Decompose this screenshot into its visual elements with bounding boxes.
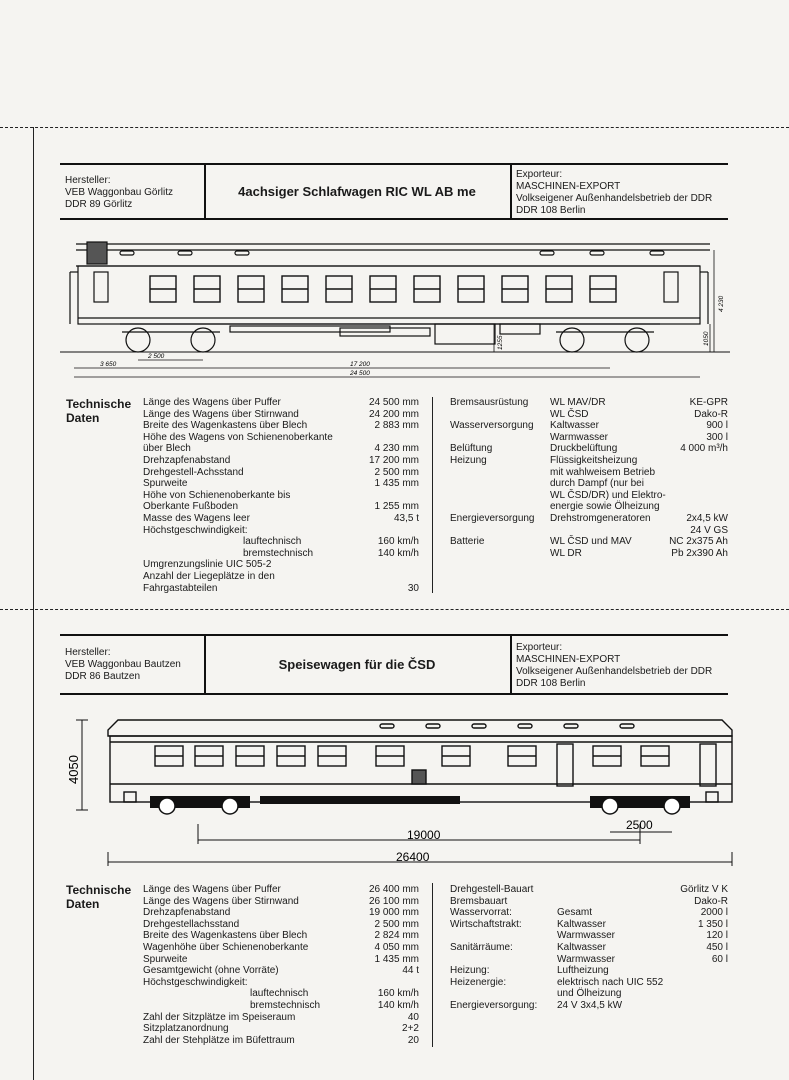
tech-row-category: Heizenergie: [450, 976, 507, 988]
dim-4230: 4 230 [718, 295, 725, 312]
tech-row-detail: Warmwasser [550, 431, 608, 443]
tech-row-category: Drehgestell-Bauart [450, 884, 534, 895]
tech-row-value: Dako-R [694, 895, 728, 907]
tech-row-value: 2 883 mm [374, 420, 419, 432]
tech-row-label: über Blech [143, 443, 191, 455]
tech-row-label: Drehzapfenabstand [143, 907, 231, 919]
exporter-description: Volkseigener Außenhandelsbetrieb der DDR [516, 193, 713, 204]
tech-row-value: 2000 l [700, 907, 728, 919]
dim-4050: 4050 [66, 755, 81, 784]
manufacturer-name: VEB Waggonbau Görlitz [65, 187, 174, 198]
tech-row-category: Energieversorgung [450, 513, 535, 524]
dim-2500-w2: 2500 [626, 818, 653, 832]
tech-heading-line: Daten [66, 411, 100, 425]
dim-19000: 19000 [407, 828, 441, 842]
tech-row-value: 4 050 mm [374, 942, 419, 953]
tech-row-detail: WL ČSD und MAV [550, 536, 632, 548]
wagon2-drawing [60, 712, 740, 874]
tech-row-category: Wasserversorgung [450, 420, 534, 432]
tech-row-value: 2 500 mm [374, 466, 419, 478]
column-divider [432, 397, 433, 593]
tech-row-value: 900 l [706, 420, 728, 432]
wagon2-tech-heading [66, 883, 131, 911]
tech-row-detail: Warmwasser [557, 953, 615, 965]
tech-row-label: Länge des Wagens über Stirnwand [143, 895, 299, 907]
tech-row-value: 2 824 mm [374, 930, 419, 942]
tech-row-label: lauftechnisch [250, 988, 309, 1000]
cut-line-middle [0, 609, 789, 610]
dim-26400: 26400 [396, 850, 430, 864]
exporter-name: MASCHINEN-EXPORT [516, 181, 621, 192]
tech-row-detail: WL ČSD [550, 408, 589, 420]
tech-row-detail: elektrisch nach UIC 552 [557, 976, 664, 988]
tech-row-value: 1 350 l [697, 918, 728, 930]
tech-row-category: Heizung [450, 455, 487, 466]
tech-row-value: NC 2x375 Ah [669, 536, 728, 548]
tech-row-value: 19 000 mm [368, 907, 419, 919]
tech-row-value: 26 100 mm [368, 895, 419, 907]
tech-row-category: Belüftung [450, 443, 493, 455]
tech-row-label: Gesamtgewicht (ohne Vorräte) [143, 965, 279, 977]
tech-row-detail: 24 V 3x4,5 kW [557, 1000, 623, 1011]
manufacturer-label: Hersteller: [65, 647, 111, 658]
tech-row-label: Oberkante Fußboden [143, 501, 239, 513]
tech-row-detail: Kaltwasser [557, 918, 606, 930]
tech-row-detail: WL MAV/DR [550, 397, 606, 408]
tech-row-value: 20 [407, 1034, 419, 1046]
dim-17200: 17 200 [350, 361, 370, 368]
tech-row-value: 450 l [706, 942, 728, 953]
exporter-name: MASCHINEN-EXPORT [516, 654, 621, 665]
tech-row-detail: durch Dampf (nur bei [550, 478, 644, 490]
tech-heading-line: Technische [66, 397, 132, 411]
tech-row-detail: Flüssigkeitsheizung [550, 455, 638, 466]
tech-row-value: 120 l [706, 930, 728, 942]
tech-row-label: Fahrgastabteilen [143, 582, 218, 594]
tech-row-value: 2 500 mm [374, 918, 419, 930]
tech-row-label: Höhe von Schienenoberkante bis [143, 489, 291, 501]
tech-row-value: 1 435 mm [374, 953, 419, 965]
wagon1-exporter [516, 169, 712, 217]
wagon1-tech-heading [66, 397, 131, 425]
tech-row-value: 17 200 mm [368, 455, 419, 466]
tech-row-label: Länge des Wagens über Stirnwand [143, 408, 299, 420]
tech-row-label: Drehgestell-Achsstand [143, 466, 244, 478]
tech-row-category: Bremsbauart [450, 895, 508, 907]
tech-row-category: Heizung: [450, 965, 490, 977]
tech-row-label: bremstechnisch [250, 1000, 321, 1011]
wagon1-manufacturer [65, 175, 173, 211]
exporter-description: Volkseigener Außenhandelsbetrieb der DDR [516, 666, 713, 677]
tech-row-detail: und Ölheizung [557, 988, 622, 1000]
tech-row-value: 24 V GS [690, 524, 728, 536]
cut-line-top [0, 127, 789, 128]
tech-row-value: 44 t [402, 965, 419, 977]
tech-row-value: 43,5 t [393, 513, 419, 524]
tech-row-detail: Luftheizung [557, 965, 609, 977]
tech-row-value: Dako-R [694, 408, 728, 420]
tech-row-value: 2x4,5 kW [686, 513, 728, 524]
tech-row-label: Wagenhöhe über Schienenoberkante [143, 942, 309, 953]
tech-row-category: Wirtschaftstrakt: [450, 918, 522, 930]
tech-row-detail: Drehstromgeneratoren [550, 513, 651, 524]
manufacturer-address: DDR 89 Görlitz [65, 199, 133, 210]
tech-row-detail: Kaltwasser [550, 420, 599, 432]
tech-row-value: 1 435 mm [374, 478, 419, 490]
tech-row-value: 30 [407, 582, 419, 594]
tech-row-value: 40 [407, 1011, 419, 1023]
tech-row-detail: Gesamt [557, 907, 593, 919]
tech-row-label: Breite des Wagenkastens über Blech [143, 420, 308, 432]
tech-row-detail: energie sowie Ölheizung [550, 501, 660, 513]
tech-row-category: Bremsausrüstung [450, 397, 529, 408]
dim-2500: 2 500 [148, 353, 165, 360]
tech-row-detail: WL DR [550, 547, 582, 559]
exporter-label: Exporteur: [516, 169, 563, 180]
tech-row-detail: WL ČSD/DR) und Elektro- [550, 489, 666, 501]
header-divider [510, 165, 512, 218]
tech-row-value: 26 400 mm [368, 884, 419, 895]
tech-row-value: 160 km/h [377, 536, 419, 548]
manufacturer-name: VEB Waggonbau Bautzen [65, 659, 181, 670]
tech-row-detail: Warmwasser [557, 930, 615, 942]
tech-row-value: 300 l [706, 431, 728, 443]
tech-row-value: 24 200 mm [368, 408, 419, 420]
tech-row-label: Drehgestellachsstand [143, 918, 240, 930]
tech-row-category: Energieversorgung: [450, 1000, 538, 1011]
tech-row-detail: Kaltwasser [557, 942, 606, 953]
tech-row-value: 1 255 mm [374, 501, 419, 513]
tech-row-category: Batterie [450, 536, 485, 548]
tech-row-label: Länge des Wagens über Puffer [143, 884, 281, 895]
tech-row-label: Zahl der Sitzplätze im Speiseraum [143, 1011, 296, 1023]
tech-row-label: Sitzplatzanordnung [143, 1023, 229, 1035]
wagon1-drawing [60, 232, 730, 387]
column-divider [432, 883, 433, 1047]
tech-row-label: lauftechnisch [243, 536, 302, 548]
dim-3650: 3 650 [100, 361, 117, 368]
dim-1255: 1255 [497, 335, 504, 350]
tech-row-value: 60 l [711, 953, 728, 965]
manufacturer-address: DDR 86 Bautzen [65, 671, 141, 682]
dim-1050: 1050 [703, 331, 710, 346]
tech-row-value: KE-GPR [689, 397, 728, 408]
tech-row-detail: mit wahlweisem Betrieb [550, 466, 656, 478]
wagon2-title: Speisewagen für die ČSD [278, 657, 436, 672]
tech-row-label: Zahl der Stehplätze im Büfettraum [143, 1034, 295, 1046]
tech-row-label: Umgrenzungslinie UIC 505-2 [143, 559, 272, 571]
tech-row-label: bremstechnisch [243, 547, 314, 559]
tech-row-value: Görlitz V K [680, 884, 728, 895]
wagon2-exporter [516, 642, 712, 690]
tech-row-label: Masse des Wagens leer [143, 513, 250, 524]
tech-row-value: 24 500 mm [368, 397, 419, 408]
tech-row-label: Spurweite [143, 953, 188, 965]
header-divider [510, 636, 512, 693]
tech-row-value: Pb 2x390 Ah [671, 547, 728, 559]
wagon1-header [60, 163, 728, 220]
tech-row-label: Länge des Wagens über Puffer [143, 397, 281, 408]
tech-row-category: Sanitärräume: [450, 942, 513, 953]
tech-heading-line: Technische [66, 883, 132, 897]
tech-row-label: Höchstgeschwindigkeit: [143, 976, 248, 988]
tech-row-label: Drehzapfenabstand [143, 455, 231, 466]
tech-row-value: 160 km/h [377, 988, 419, 1000]
dim-24500: 24 500 [350, 370, 370, 377]
tech-row-category: Wasservorrat: [450, 907, 512, 919]
tech-row-value: 2+2 [402, 1023, 419, 1035]
tech-row-label: Höchstgeschwindigkeit: [143, 524, 248, 536]
wagon2-header [60, 634, 728, 695]
tech-row-label: Breite des Wagenkastens über Blech [143, 930, 308, 942]
tech-row-label: Spurweite [143, 478, 188, 490]
manufacturer-label: Hersteller: [65, 175, 111, 186]
exporter-address: DDR 108 Berlin [516, 678, 586, 689]
tech-heading-line: Daten [66, 897, 100, 911]
exporter-label: Exporteur: [516, 642, 563, 653]
margin-line [33, 127, 34, 1080]
tech-row-value: 4 230 mm [374, 443, 419, 455]
tech-row-value: 140 km/h [377, 1000, 419, 1011]
wagon2-manufacturer [65, 647, 181, 683]
tech-row-detail: Druckbelüftung [550, 443, 618, 455]
tech-row-label: Anzahl der Liegeplätze in den [143, 571, 275, 582]
wagon1-title: 4achsiger Schlafwagen RIC WL AB me [238, 184, 476, 199]
exporter-address: DDR 108 Berlin [516, 205, 586, 216]
tech-row-value: 4 000 m³/h [680, 443, 728, 455]
tech-row-value: 140 km/h [377, 547, 419, 559]
tech-row-label: Höhe des Wagens von Schienenoberkante [143, 431, 333, 443]
